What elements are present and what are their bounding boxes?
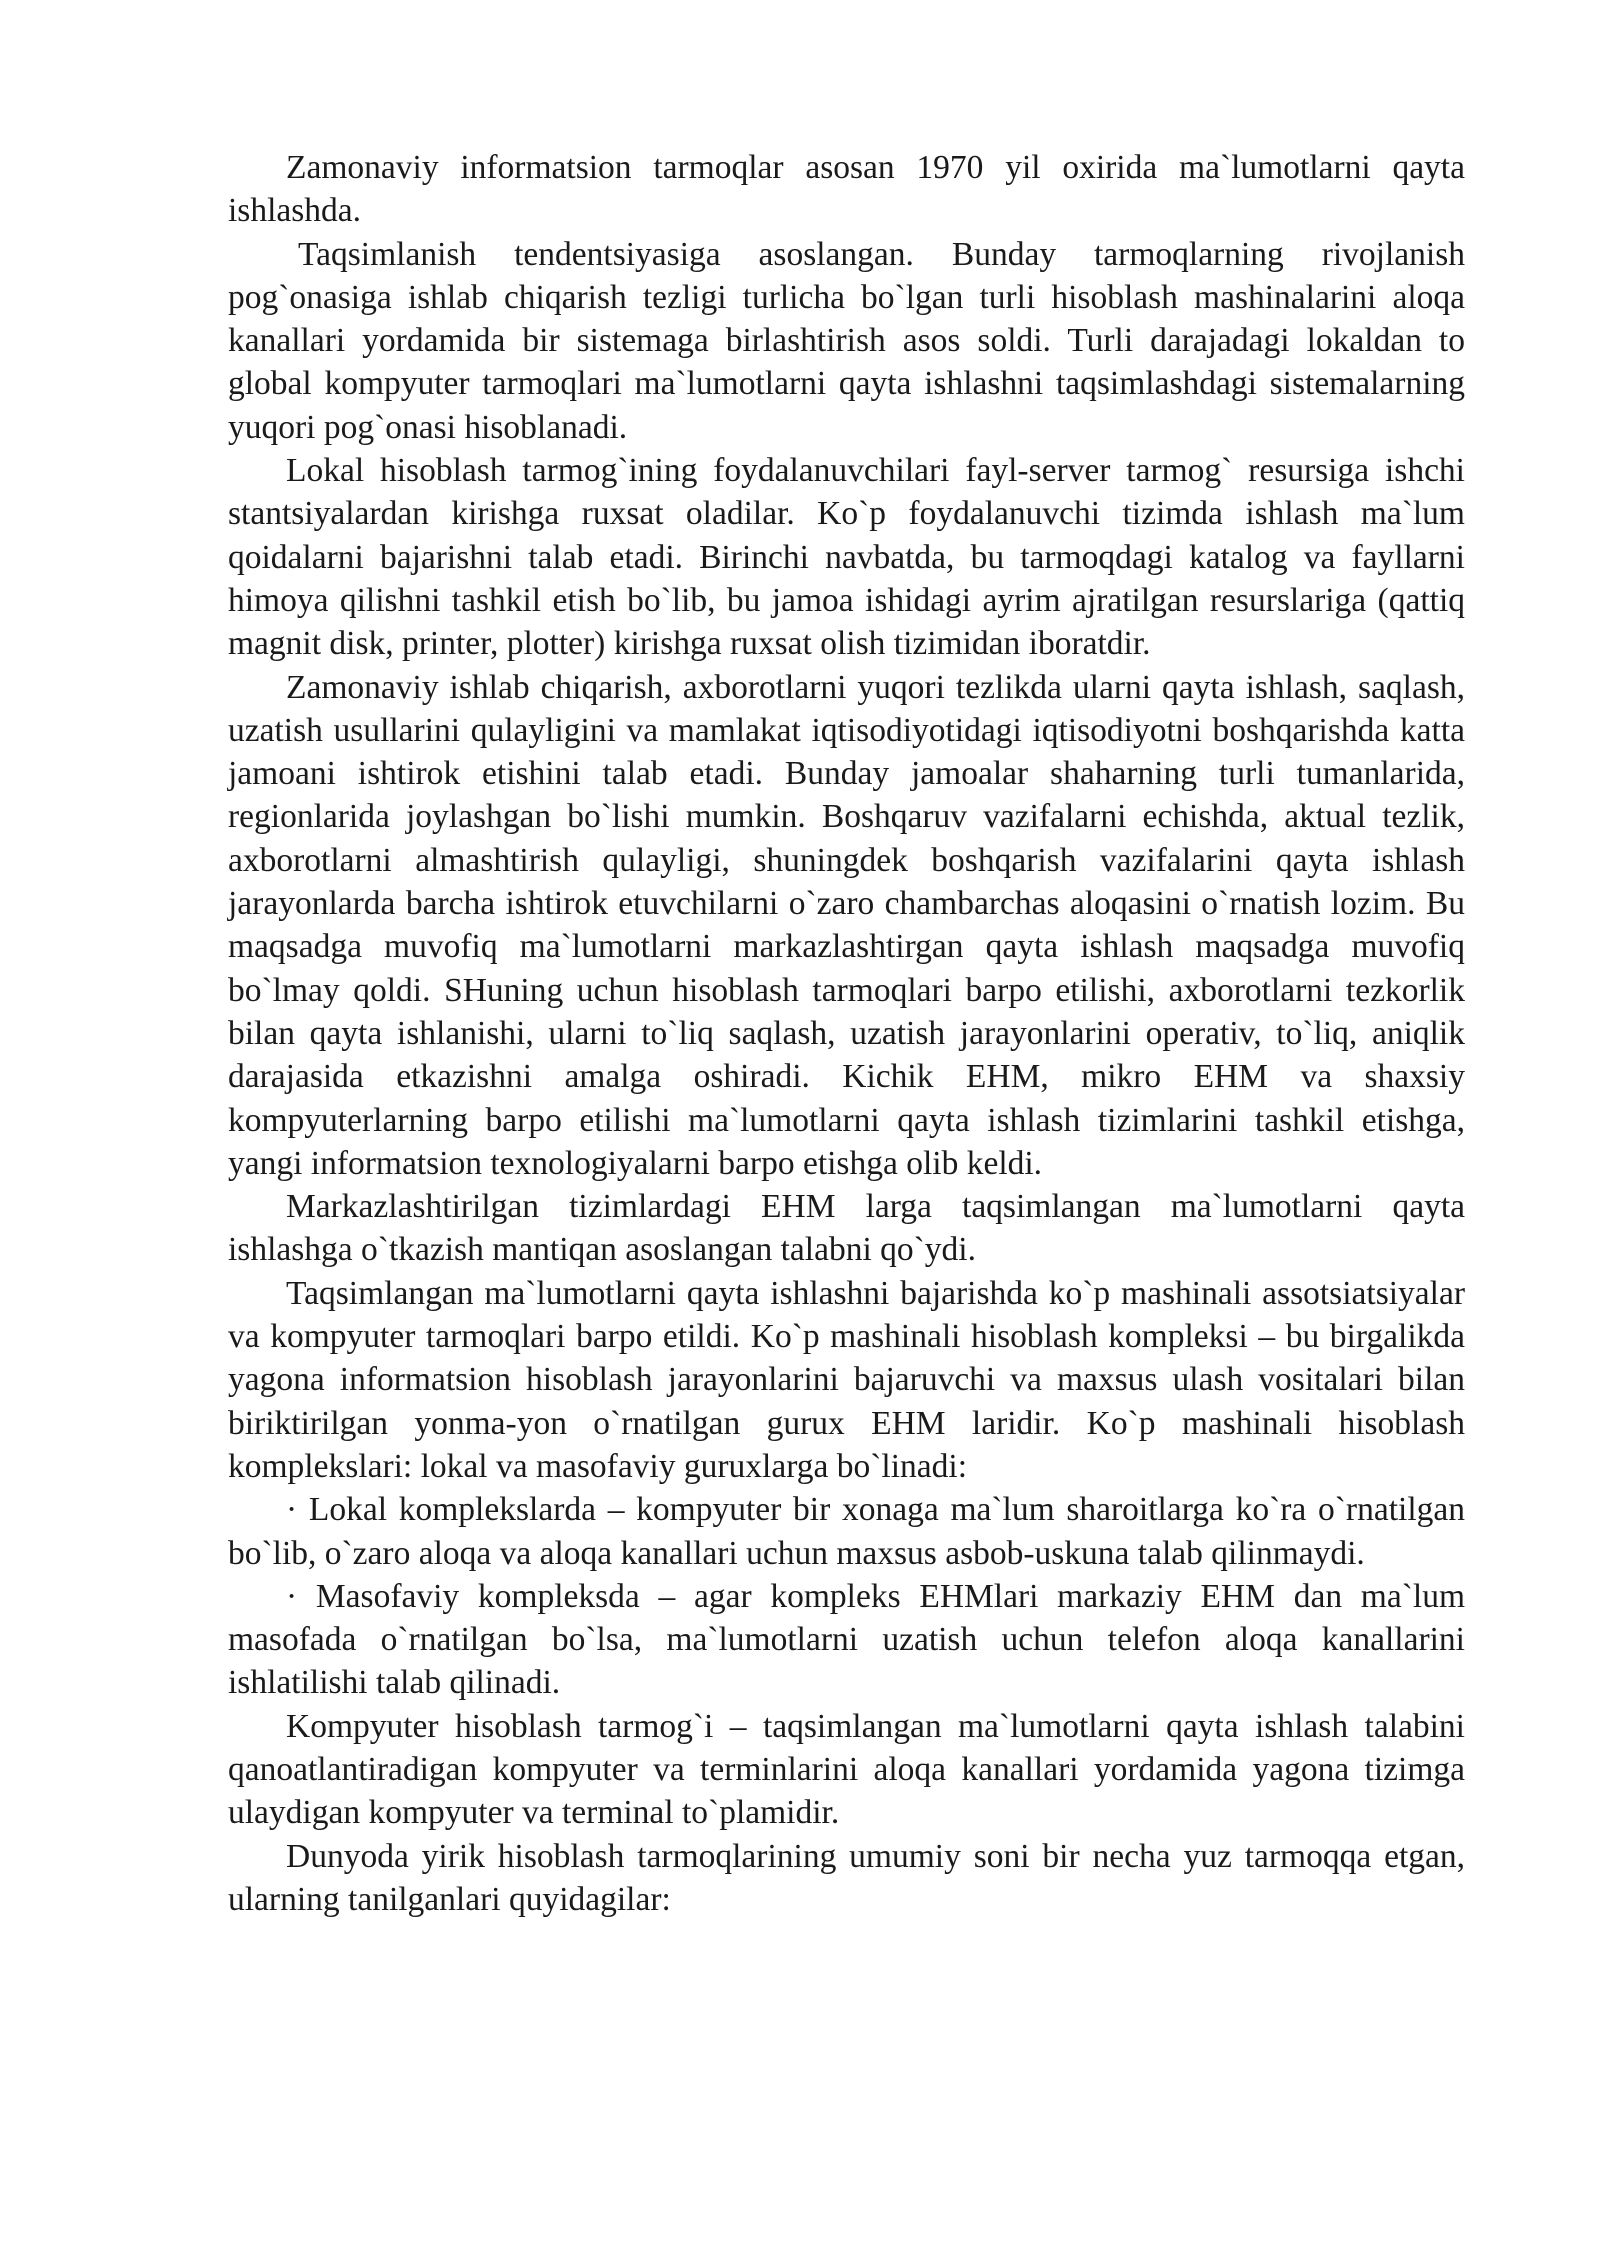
paragraph-multi-machine-complexes: Taqsimlangan ma`lumotlarni qayta ishlashni bajarishda ko`p mashinali assotsiatsiyalar va kompyuter tarmoqlari barpo etildi. Ko`p mashinali hisoblash kompleksi – bu birgalikda yagona informatsion hisoblash jarayonlarini bajaruvchi va maxsus ulash vositalari bilan biriktirilgan yonma-yon o`rnatilgan gurux EHM laridir. Ko`p mashinali hisoblash komplekslari: lokal va masofaviy guruxlarga bo`linadi: <box>228 1274 1465 1485</box>
paragraph-intro: Zamonaviy informatsion tarmoqlar asosan 1970 yil oxirida ma`lumotlarni qayta ishlashda. <box>228 149 1465 230</box>
paragraph-local-network-users: Lokal hisoblash tarmog`ining foydalanuvchilari fayl-server tarmog` resursiga ishchi stantsiyalardan kirishga ruxsat oladilar. Ko`p foydalanuvchi tizimda ishlash ma`lum qoidalarni bajarishni talab etadi. Birinchi navbatda, bu tarmoqdagi katalog va fayllarni himoya qilishni tashkil etish bo`lib, bu jamoa ishidagi ayrim ajratilgan resurslariga (qattiq magnit disk, printer, plotter) kirishga ruxsat olish tizimidan iboratdir. <box>228 452 1465 663</box>
bullet-remote-complexes: · Masofaviy kompleksda – agar kompleks EHMlari markaziy EHM dan ma`lum masofada o`rnatilgan bo`lsa, ma`lumotlarni uzatish uchun telefon aloqa kanallarini ishlatilishi talab qilinadi. <box>228 1577 1465 1702</box>
paragraph-distribution-trend: Taqsimlanish tendentsiyasiga asoslangan. Bunday tarmoqlarning rivojlanish pog`onasiga ishlab chiqarish tezligi turlicha bo`lgan turli hisoblash mashinalarini aloqa kanallari yordamida bir sistemaga birlashtirish asos soldi. Turli darajadagi lokaldan to global kompyuter tarmoqlari ma`lumotlarni qayta ishlashni taqsimlashdagi sistemalarning yuqori pog`onasi hisoblanadi. <box>228 235 1465 446</box>
paragraph-world-networks: Dunyoda yirik hisoblash tarmoqlarining umumiy soni bir necha yuz tarmoqqa etgan, ularning tanilganlari quyidagilar: <box>228 1837 1465 1918</box>
paragraph-centralized-systems: Markazlashtirilgan tizimlardagi EHM larga taqsimlangan ma`lumotlarni qayta ishlashga o`tkazish mantiqan asoslangan talabni qo`ydi. <box>228 1188 1465 1269</box>
bullet-local-complexes: · Lokal komplekslarda – kompyuter bir xonaga ma`lum sharoitlarga ko`ra o`rnatilgan bo`lib, o`zaro aloqa va aloqa kanallari uchun maxsus asbob-uskuna talab qilinmaydi. <box>228 1491 1465 1572</box>
paragraph-modern-production: Zamonaviy ishlab chiqarish, axborotlarni yuqori tezlikda ularni qayta ishlash, saqlash, uzatish usullarini qulayligini va mamlakat iqtisodiyotidagi iqtisodiyotni boshqarishda katta jamoani ishtirok etishini talab etadi. Bunday jamoalar shaharning turli tumanlarida, regionlarida joylashgan bo`lishi mumkin. Boshqaruv vazifalarni echishda, aktual tezlik, axborotlarni almashtirish qulayligi, shuningdek boshqarish vazifalarini qayta ishlash jarayonlarda barcha ishtirok etuvchilarni o`zaro chambarchas aloqasini o`rnatish lozim. Bu maqsadga muvofiq ma`lumotlarni markazlashtirgan qayta ishlash maqsadga muvofiq bo`lmay qoldi. SHuning uchun hisoblash tarmoqlari barpo etilishi, axborotlarni tezkorlik bilan qayta ishlanishi, ularni to`liq saqlash, uzatish jarayonlarini operativ, to`liq, aniqlik darajasida etkazishni amalga oshiradi. Kichik EHM, mikro EHM va shaxsiy kompyuterlarning barpo etilishi ma`lumotlarni qayta ishlash tizimlarini tashkil etishga, yangi informatsion texnologiyalarni barpo etishga olib keldi. <box>228 668 1465 1182</box>
document-page <box>228 146 1465 1921</box>
paragraph-computer-network-definition: Kompyuter hisoblash tarmog`i – taqsimlangan ma`lumotlarni qayta ishlash talabini qanoatlantiradigan kompyuter va terminlarini aloqa kanallari yordamida yagona tizimga ulaydigan kompyuter va terminal to`plamidir. <box>228 1707 1465 1832</box>
